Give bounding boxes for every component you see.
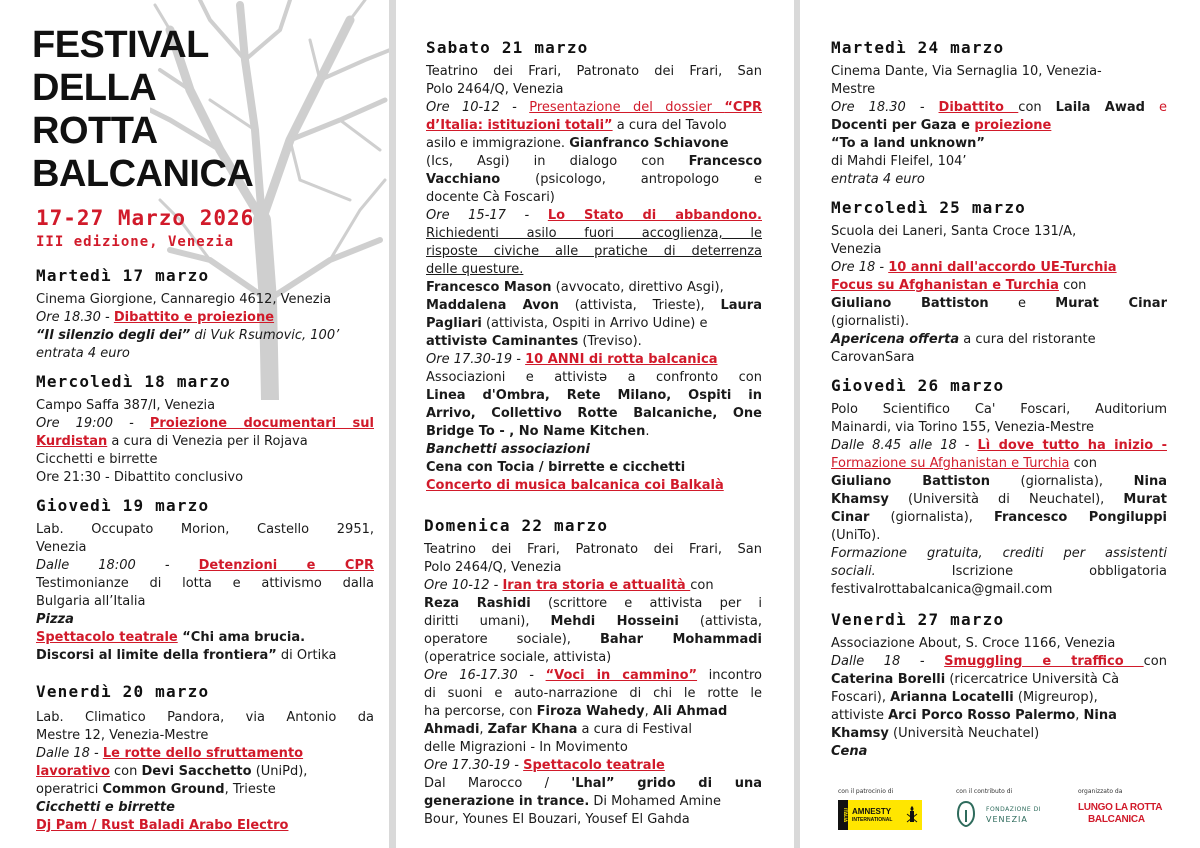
venue: Teatrino dei Frari, Patronato dei Frari, San <box>426 64 762 79</box>
event-title-link[interactable]: Le rotte dello sfruttamento <box>102 746 304 761</box>
day-heading: Sabato 21 marzo <box>426 38 589 57</box>
organizer-name: LUNGO LA ROTTA <box>1078 802 1163 813</box>
candle-icon <box>906 806 918 824</box>
show-line <box>36 629 374 647</box>
show-title-2: generazione in trance. <box>424 794 590 809</box>
text: e <box>988 296 1056 311</box>
text: (psicologo, antropologo e <box>500 172 762 187</box>
event-link[interactable]: 10 anni dall'accordo UE-Turchia <box>888 260 1117 275</box>
orgs: Bridge To - , No Name Kitchen <box>426 424 646 439</box>
amnesty-side: ITALIA <box>838 800 848 830</box>
event-link[interactable]: 10 ANNI di rotta balcanica <box>525 352 718 367</box>
day-domenica-22 <box>424 516 762 829</box>
day-venerdi-20 <box>36 682 374 835</box>
speaker: Cinar <box>831 510 870 525</box>
speaker: Devi Sacchetto <box>141 764 252 779</box>
text: Dal Marocco / <box>424 776 572 791</box>
venue: Scuola dei Laneri, Santa Croce 131/A, <box>831 224 1077 239</box>
day-heading: Mercoledì 18 marzo <box>36 372 231 391</box>
text: , <box>1075 708 1084 723</box>
text: (Università di Neuchatel), <box>888 492 1124 507</box>
caption: con il contributo di <box>956 788 1013 795</box>
day-venerdi-27 <box>831 610 1167 761</box>
caption: con il patrocinio di <box>838 788 894 795</box>
text: Foscari), <box>831 690 891 705</box>
text: incontro <box>697 668 762 683</box>
speaker: Vacchiano <box>426 172 501 187</box>
apericena: Apericena offerta <box>831 332 960 347</box>
event-link[interactable]: Dibattito <box>938 100 1019 115</box>
text: operatrici <box>36 782 103 797</box>
event-time: Ore 16-17.30 - <box>424 668 546 683</box>
desc-2: Bulgaria all’Italia <box>36 594 146 609</box>
text: , Trieste <box>224 782 276 797</box>
event-time: Ore 18.30 - <box>36 310 114 325</box>
training-note: Formazione gratuita, crediti per assistenti <box>831 546 1167 561</box>
text: con <box>1058 278 1087 293</box>
event-line-4 <box>831 491 1167 509</box>
speaker: Gianfranco Schiavone <box>569 136 729 151</box>
title-line-4: BALCANICA <box>32 153 254 195</box>
event-time: Dalle 8.45 alle 18 - <box>831 438 978 453</box>
text: (Treviso). <box>578 334 642 349</box>
event-line-2 <box>831 671 1167 689</box>
amnesty-logo <box>838 800 922 830</box>
venue-2: Venezia <box>36 540 87 555</box>
show-title-2: Discorsi al limite della frontiera” <box>36 648 277 663</box>
festival-dates: 17-27 Marzo 2026 <box>36 206 255 230</box>
text: a cura del ristorante <box>959 332 1096 347</box>
training-note-2 <box>831 563 1167 581</box>
venue: Lab. Occupato Morion, Castello 2951, <box>36 522 374 537</box>
film-author: di Vuk Rsumovic, 100’ <box>190 328 340 343</box>
venue: Cinema Giorgione, Cannaregio 4612, Venezia <box>36 292 332 307</box>
film-line <box>36 327 376 345</box>
closing-line: Ore 21:30 - Dibattito conclusivo <box>36 470 244 485</box>
venue-2: Polo 2464/Q, Venezia <box>424 560 562 575</box>
event-b-line-4: delle questure. <box>426 262 524 277</box>
event-title-link-2[interactable]: lavorativo <box>36 764 110 779</box>
contact-email[interactable]: festivalrottabalcanica@gmail.com <box>831 582 1053 597</box>
event-c-line-3: Linea d'Ombra, Rete Milano, Ospiti in <box>426 388 762 403</box>
event-link[interactable]: Smuggling e traffico <box>944 654 1144 669</box>
speaker: Francesco Pongiluppi <box>993 510 1167 525</box>
text: (avvocato, direttivo Asgi), <box>551 280 724 295</box>
text: (attivista, Ospiti in Arrivo Udine) e <box>481 316 708 331</box>
event-link[interactable]: “Voci in cammino” <box>545 668 698 683</box>
dinner: Cena con Tocia / birrette e cicchetti <box>426 460 686 475</box>
speaker: Laura <box>720 298 762 313</box>
event-line-2 <box>36 433 374 451</box>
event-c-line-4: Bour, Younes El Bouzari, Yousef El Gahda <box>424 812 690 827</box>
text: (attivista, <box>678 614 762 629</box>
day-mercoledi-18 <box>36 372 374 487</box>
event-a-line-2 <box>424 595 762 613</box>
title-line-1: FESTIVAL <box>32 24 209 66</box>
event-line <box>831 437 1167 455</box>
event-a-line-4 <box>426 153 762 171</box>
venue-2: Mestre 12, Venezia-Mestre <box>36 728 209 743</box>
event-a-line-5 <box>426 171 762 189</box>
day-mercoledi-25 <box>831 198 1167 367</box>
film-title: “Il silenzio degli dei” <box>36 328 191 343</box>
speaker: Laila Awad <box>1055 100 1145 115</box>
speaker: Pagliari <box>426 316 482 331</box>
column-right <box>800 0 1200 848</box>
day-heading: Mercoledì 25 marzo <box>831 198 1026 217</box>
column-left <box>0 0 389 848</box>
event-time: Ore 18.30 - <box>831 100 939 115</box>
event-b-line-2: Richiedenti asilo fuori accoglienza, le <box>426 226 762 241</box>
event-line-4 <box>831 707 1167 725</box>
title-line-3: ROTTA <box>32 110 158 152</box>
event-line <box>831 259 1167 277</box>
event-link[interactable]: Spettacolo teatrale <box>523 758 665 773</box>
speaker: Giuliano Battiston <box>831 474 990 489</box>
event-b-line-3 <box>424 703 762 721</box>
event-time: Ore 10-12 - <box>424 578 503 593</box>
day-heading: Giovedì 19 marzo <box>36 496 210 515</box>
speaker: Khamsy <box>831 492 889 507</box>
venue: Lab. Climatico Pandora, via Antonio da <box>36 710 374 725</box>
event-line-5 <box>831 725 1167 743</box>
text: (Università Neuchatel) <box>888 726 1040 741</box>
venue: Cinema Dante, Via Sernaglia 10, Venezia- <box>831 64 1102 79</box>
speaker: Arci Porco Rosso Palermo <box>888 708 1076 723</box>
speaker: attivistǝ Caminantes <box>426 334 579 349</box>
event-link[interactable]: Iran tra storia e attualità <box>502 578 691 593</box>
event-a-line-3 <box>424 613 762 631</box>
event-organizer: a cura di Venezia per il Rojava <box>107 434 308 449</box>
sponsor-contributo <box>956 788 1056 834</box>
speaker: Mehdi Hosseini <box>550 614 679 629</box>
event-link-b[interactable]: “CPR <box>724 100 762 115</box>
text: e <box>1144 100 1167 115</box>
speaker: Firoza Wahedy <box>536 704 645 719</box>
festival-edition: III edizione, Venezia <box>36 234 235 250</box>
organizer-name-2: BALCANICA <box>1088 814 1145 825</box>
event-time: Ore 10-12 - <box>426 100 530 115</box>
event-time: Ore 15-17 - <box>426 208 548 223</box>
event-time: Dalle 18:00 - <box>36 558 199 573</box>
event-line <box>831 99 1167 117</box>
text: con <box>1018 100 1056 115</box>
event-b-line <box>424 667 762 685</box>
speaker: Khamsy <box>831 726 889 741</box>
event-link-2[interactable]: Focus su Afghanistan e Turchia <box>831 278 1059 293</box>
event-link-2[interactable]: d’Italia: istituzioni totali” <box>426 118 613 133</box>
speaker-affiliation: (UniPd), <box>251 764 308 779</box>
text: a cura del Tavolo <box>612 118 727 133</box>
event-line <box>36 415 374 433</box>
text: (giornalista), <box>989 474 1134 489</box>
restaurant: CarovanSara <box>831 350 915 365</box>
event-a-line-2 <box>426 117 762 135</box>
fondazione-logo-icon <box>956 800 976 828</box>
text: (ricercatrice Università Cà <box>945 672 1120 687</box>
event-title-link-2[interactable]: Kurdistan <box>36 434 108 449</box>
sponsor-patrocinio <box>838 788 930 834</box>
organizer <box>1078 788 1178 834</box>
event-b-line-6 <box>426 297 762 315</box>
dj-link[interactable]: Dj Pam / Rust Baladi Arabo Electro <box>36 818 289 833</box>
speaker: Arianna Locatelli <box>890 690 1014 705</box>
text: . <box>645 424 650 439</box>
text: Iscrizione obbligatoria <box>875 564 1167 579</box>
speaker: Murat Cinar <box>1055 296 1167 311</box>
venue: Associazione About, S. Croce 1166, Venezia <box>831 636 1116 651</box>
event-time: Ore 19:00 - <box>36 416 150 431</box>
speaker: Caterina Borelli <box>831 672 946 687</box>
event-b-line-8 <box>426 333 762 351</box>
show-line-2 <box>36 647 374 665</box>
event-b-line <box>426 207 762 225</box>
event-b-line-7 <box>426 315 762 333</box>
event-a-line-4 <box>424 631 762 649</box>
event-c-line-2: Associazioni e attivistǝ a confronto con <box>426 370 762 385</box>
day-giovedi-26 <box>831 376 1167 599</box>
venue: Campo Saffa 387/I, Venezia <box>36 398 216 413</box>
event-time: Dalle 18 - <box>36 746 103 761</box>
food: Cicchetti e birrette <box>36 800 175 815</box>
event-line-6: (UniTo). <box>831 528 881 543</box>
speaker: Maddalena Avon <box>426 298 559 313</box>
event-line-5 <box>831 509 1167 527</box>
speaker: Ahmadi <box>424 722 480 737</box>
event-link-2[interactable]: Formazione su Afghanistan e Turchia <box>831 456 1070 471</box>
venue: Teatrino dei Frari, Patronato dei Frari, San <box>424 542 762 557</box>
speaker: Giuliano Battiston <box>831 296 989 311</box>
event-b-line-3: risposte civiche alle pratiche di deterrenza <box>426 244 762 259</box>
event-line <box>831 653 1167 671</box>
fondazione-name: FONDAZIONE DI <box>986 806 1041 813</box>
event-c-line-4: Arrivo, Collettivo Rotte Balcaniche, One <box>426 406 762 421</box>
speaker: Murat <box>1123 492 1167 507</box>
event-c-line <box>426 351 762 369</box>
venue: Polo Scientifico Ca' Foscari, Auditorium <box>831 402 1167 417</box>
text: con <box>1143 654 1167 669</box>
event-b-line-2: di suoni e auto-narrazione di chi le rotte le <box>424 686 762 701</box>
text: con <box>1069 456 1097 471</box>
event-line-3 <box>831 689 1167 707</box>
event-link-2[interactable]: proiezione <box>974 118 1052 133</box>
text: operatore sociale), <box>424 632 600 647</box>
event-line-2 <box>831 455 1167 473</box>
day-heading: Venerdì 27 marzo <box>831 610 1005 629</box>
day-heading: Venerdì 20 marzo <box>36 682 210 701</box>
speaker: Ali Ahmad <box>652 704 728 719</box>
event-link[interactable]: Lo Stato di abbandono. <box>547 208 762 223</box>
event-line-3 <box>831 473 1167 491</box>
show-author: di Ortika <box>276 648 337 663</box>
text: (Migreurop), <box>1013 690 1098 705</box>
event-link[interactable]: Presentazione del dossier <box>529 100 725 115</box>
speaker: Bahar Mohammadi <box>599 632 762 647</box>
caption: organizzato da <box>1078 788 1123 795</box>
stalls: Banchetti associazioni <box>426 442 590 457</box>
text: asilo e immigrazione. <box>426 136 570 151</box>
event-a-line-3 <box>426 135 762 153</box>
event-title-link[interactable]: Dibattito e proiezione <box>113 310 275 325</box>
show-link[interactable]: Spettacolo teatrale <box>36 630 178 645</box>
event-b-line-4 <box>424 721 762 739</box>
speaker: Zafar Khana <box>487 722 578 737</box>
food-line: Cicchetti e birrette <box>36 452 158 467</box>
text: (attivista, Trieste), <box>558 298 721 313</box>
text: , <box>479 722 488 737</box>
text: con <box>690 578 714 593</box>
title-line-2: DELLA <box>32 67 157 109</box>
event-c-line <box>424 757 762 775</box>
event-line-2 <box>831 117 1167 135</box>
event-b-line-5 <box>426 279 762 297</box>
text: attiviste <box>831 708 889 723</box>
day-martedi-24 <box>831 38 1167 189</box>
film-author: di Mahdi Fleifel, 104’ <box>831 154 967 169</box>
speaker: Common Ground <box>102 782 225 797</box>
event-c-line-3 <box>424 793 762 811</box>
text: sociali. <box>831 564 876 579</box>
day-sabato-21 <box>426 38 762 495</box>
amnesty-name: AMNESTY <box>852 807 892 816</box>
fondazione-city: VENEZIA <box>986 815 1028 824</box>
event-line-3 <box>831 295 1167 313</box>
venue-2: Venezia <box>831 242 882 257</box>
text: (Ics, Asgi) in dialogo con <box>426 154 689 169</box>
apericena-line <box>831 331 1167 349</box>
event-a-line <box>426 99 762 117</box>
text: a cura di Festival <box>577 722 692 737</box>
event-c-line-5 <box>426 423 762 441</box>
text: , <box>644 704 653 719</box>
event-line-4: (giornalisti). <box>831 314 910 329</box>
event-b-line-5: delle Migrazioni - In Movimento <box>424 740 628 755</box>
event-title-link[interactable]: Proiezione documentari sul <box>149 416 374 431</box>
event-line <box>36 745 374 763</box>
speaker: Reza Rashidi <box>424 596 531 611</box>
event-a-line <box>424 577 762 595</box>
event-time: Ore 17.30-19 - <box>424 758 524 773</box>
concert-link[interactable]: Concerto di musica balcanica coi Balkalà <box>426 478 724 493</box>
film-title: “To a land unknown” <box>831 136 985 151</box>
event-time: Ore 18 - <box>831 260 889 275</box>
day-heading: Martedì 24 marzo <box>831 38 1005 57</box>
text: (scrittore e attivista per i <box>530 596 762 611</box>
entry-fee: entrata 4 euro <box>36 346 130 361</box>
day-heading: Giovedì 26 marzo <box>831 376 1005 395</box>
event-a-line-5: (operatrice sociale, attivista) <box>424 650 612 665</box>
day-heading: Martedì 17 marzo <box>36 266 210 285</box>
speaker: Francesco Mason <box>426 280 552 295</box>
event-a-line-6: docente Cà Foscari) <box>426 190 555 205</box>
speaker: Nina <box>1083 708 1117 723</box>
pizza: Pizza <box>36 612 74 627</box>
column-middle <box>396 0 794 848</box>
show-title: “Chi ama brucia. <box>177 630 306 645</box>
amnesty-sub: INTERNATIONAL <box>852 817 893 823</box>
text: Di Mohamed Amine <box>589 794 721 809</box>
dinner: Cena <box>831 744 868 759</box>
venue-2: Mestre <box>831 82 876 97</box>
venue-2: Polo 2464/Q, Venezia <box>426 82 564 97</box>
desc-1: Testimonianze di lotta e attivismo dalla <box>36 576 374 591</box>
event-line-3 <box>36 781 374 799</box>
text: ha percorse, con <box>424 704 537 719</box>
with-text: con <box>109 764 142 779</box>
event-line-2 <box>36 763 374 781</box>
event-line-2 <box>831 277 1167 295</box>
event-line <box>36 309 376 327</box>
event-time: Dalle 18 - <box>831 654 945 669</box>
event-line <box>36 557 374 575</box>
day-giovedi-19 <box>36 496 374 665</box>
speaker: Francesco <box>688 154 762 169</box>
event-title-link[interactable]: Detenzioni e CPR <box>198 558 374 573</box>
event-c-line-2 <box>424 775 762 793</box>
venue-2: Mainardi, via Torino 155, Venezia-Mestre <box>831 420 1095 435</box>
day-heading: Domenica 22 marzo <box>424 516 609 535</box>
speaker: Docenti per Gaza e <box>831 118 975 133</box>
show-title: 'Lhal” grido di una <box>571 776 763 791</box>
event-time: Ore 17.30-19 - <box>426 352 526 367</box>
entry-fee: entrata 4 euro <box>831 172 925 187</box>
day-martedi-17 <box>36 266 376 363</box>
text: (giornalista), <box>869 510 994 525</box>
text: diritti umani), <box>424 614 551 629</box>
event-link[interactable]: Lì dove tutto ha inizio - <box>977 438 1167 453</box>
festival-title <box>32 24 389 196</box>
speaker: Nina <box>1133 474 1167 489</box>
